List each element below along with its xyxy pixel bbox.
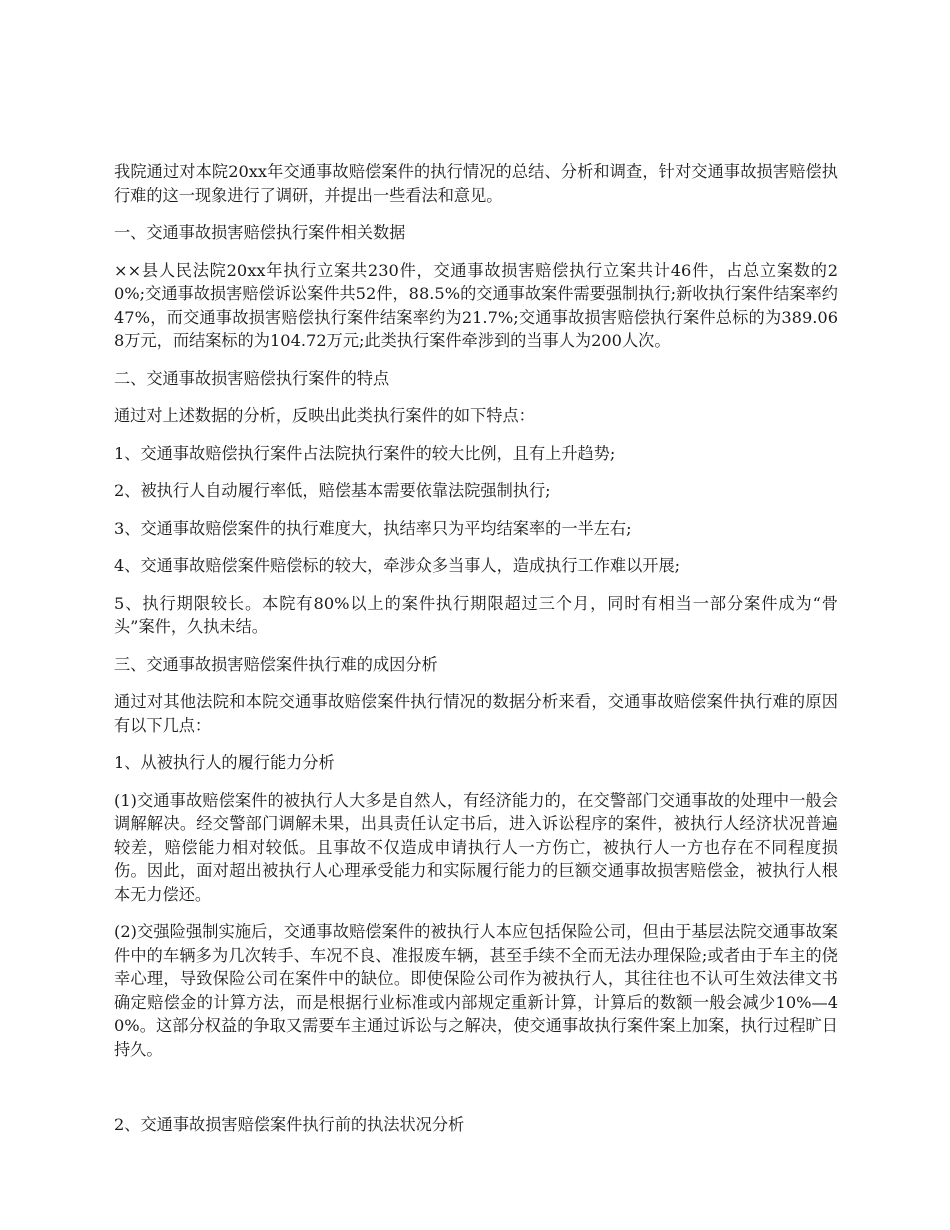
features-intro-paragraph: 通过对上述数据的分析，反映出此类执行案件的如下特点： bbox=[114, 406, 535, 425]
subheading-2: 2、交通事故损害赔偿案件执行前的执法状况分析 bbox=[114, 1115, 465, 1134]
subheading-1: 1、从被执行人的履行能力分析 bbox=[114, 753, 335, 772]
section-heading-2: 二、交通事故损害赔偿执行案件的特点 bbox=[114, 368, 390, 388]
cause-paragraph-2: (2)交强险强制实施后，交通事故赔偿案件的被执行人本应包括保险公司，但由于基层法院交通事故案件中的车辆多为几次转手、车况不良、准报废车辆，甚至手续不全而无法办理保险;或者由于车主的侥幸心理，导致保险公司在案件中的缺位。即使保险公司作为被执行人，其往往也不认可生效法律文书确定赔偿金的计算方法，而是根据行业标准或内部规定重新计算，计算后的数额一般会减少10%—40%。这部分权益的争取又需要车主通过诉讼与之解决，使交通事故执行案件案上加案，执行过程旷日持久。 bbox=[114, 922, 838, 1059]
causes-intro-paragraph: 通过对其他法院和本院交通事故赔偿案件执行情况的数据分析来看，交通事故赔偿案件执行难的原因有以下几点： bbox=[114, 692, 838, 735]
feature-item-2: 2、被执行人自动履行率低，赔偿基本需要依靠法院强制执行; bbox=[114, 481, 551, 500]
feature-item-1: 1、交通事故赔偿执行案件占法院执行案件的较大比例，且有上升趋势; bbox=[114, 443, 616, 463]
intro-paragraph: 我院通过对本院20xx年交通事故赔偿案件的执行情况的总结、分析和调查，针对交通事故损害赔偿执行难的这一现象进行了调研，并提出一些看法和意见。 bbox=[114, 162, 838, 205]
feature-item-3: 3、交通事故赔偿案件的执行难度大，执结率只为平均结案率的一半左右; bbox=[114, 518, 632, 538]
feature-item-4: 4、交通事故赔偿案件赔偿标的较大，牵涉众多当事人，造成执行工作难以开展; bbox=[114, 556, 681, 575]
document-body bbox=[114, 160, 838, 1151]
section-heading-1: 一、交通事故损害赔偿执行案件相关数据 bbox=[114, 223, 406, 242]
feature-item-5: 5、执行期限较长。本院有80%以上的案件执行期限超过三个月，同时有相当一部分案件成为“骨头”案件，久执未结。 bbox=[114, 593, 838, 636]
cause-paragraph-1: (1)交通事故赔偿案件的被执行人大多是自然人，有经济能力的，在交警部门交通事故的处理中一般会调解解决。经交警部门调解未果，出具责任认定书后，进入诉讼程序的案件，被执行人经济状况普遍较差，赔偿能力相对较低。且事故不仅造成申请执行人一方伤亡，被执行人一方也存在不同程度损伤。因此，面对超出被执行人心理承受能力和实际履行能力的巨额交通事故损害赔偿金，被执行人根本无力偿还。 bbox=[114, 790, 838, 904]
section-heading-3: 三、交通事故损害赔偿案件执行难的成因分析 bbox=[114, 654, 438, 674]
statistics-paragraph: ××县人民法院20xx年执行立案共230件，交通事故损害赔偿执行立案共计46件，占总立案数的20%;交通事故损害赔偿诉讼案件共52件，88.5%的交通事故案件需要强制执行;新收执行案件结案率约47%，而交通事故损害赔偿执行案件结案率约为21.7%;交通事故损害赔偿执行案件总标的为389.068万元，而结案标的为104.72万元;此类执行案件牵涉到的当事人为200人次。 bbox=[114, 260, 838, 350]
